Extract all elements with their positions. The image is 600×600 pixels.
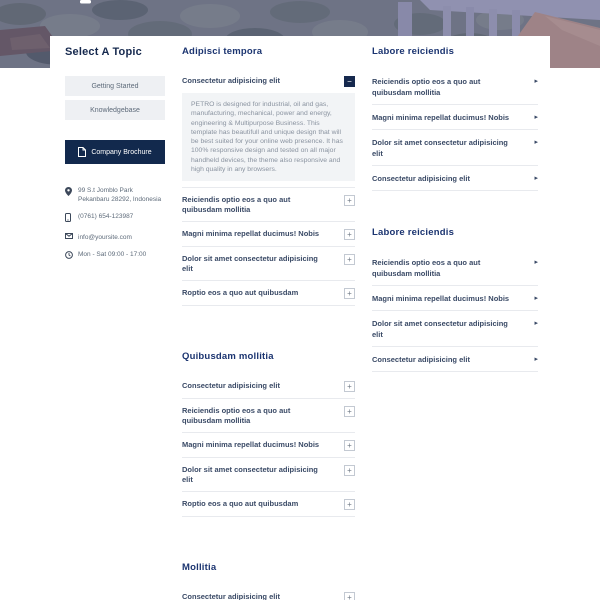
faq-section-adipisci-tempora <box>182 46 355 306</box>
expand-plus-icon[interactable]: + <box>344 440 355 451</box>
accordion-title: Consectetur adipisicing elit <box>182 380 280 390</box>
expand-plus-icon[interactable]: + <box>344 254 355 265</box>
links-section-labore-2 <box>372 227 538 372</box>
clock-icon <box>65 250 73 262</box>
topic-link-label: Consectetur adipisicing elit <box>372 354 470 364</box>
accordion-content: PETRO is designed for industrial, oil and gas, manufacturing, mechanical, power and energy, engineering & Multipurpose Business. This template has beautifull and unique design that will be best suited for your online web presence. It has 100% responsive design and tested on all major handheld devices, the theme also responsive and high quality in any browsers. <box>182 93 355 181</box>
section-heading: Labore reiciendis <box>372 46 455 57</box>
envelope-icon <box>65 233 73 243</box>
accordion-item[interactable] <box>182 222 355 247</box>
caret-right-icon: ▸ <box>534 77 538 85</box>
accordion-title: Magni minima repellat ducimus! Nobis <box>182 228 320 238</box>
accordion-item[interactable] <box>182 187 355 222</box>
topic-link-label: Dolor sit amet consectetur adipisicing elit <box>372 318 508 339</box>
topic-link[interactable] <box>372 105 538 130</box>
faq-section-mollitia <box>182 562 355 600</box>
expand-plus-icon[interactable]: + <box>344 592 355 600</box>
accordion-title: Dolor sit amet consectetur adipisicing elit <box>182 464 318 484</box>
caret-right-icon: ▸ <box>534 258 538 266</box>
topic-link-label: Consectetur adipisicing elit <box>372 173 470 183</box>
document-icon <box>78 147 86 157</box>
collapse-minus-icon[interactable]: − <box>344 76 355 87</box>
sidebar-item-getting-started[interactable]: Getting Started <box>65 76 165 96</box>
caret-right-icon: ▸ <box>534 113 538 121</box>
location-pin-icon <box>65 186 73 204</box>
accordion-item-expanded[interactable] <box>182 69 355 93</box>
sidebar-item-knowledgebase[interactable]: Knowledgebase <box>65 100 165 120</box>
expand-plus-icon[interactable]: + <box>344 406 355 417</box>
accordion-title: Roptio eos a quo aut quibusdam <box>182 287 299 297</box>
accordion-item[interactable] <box>182 247 355 281</box>
contact-address-text: 99 S.t Jomblo Park Pekanbaru 28292, Indonesia <box>78 187 162 203</box>
phone-icon <box>65 212 73 225</box>
faq-column <box>182 46 355 600</box>
content-card <box>50 36 550 600</box>
company-brochure-label: Company Brochure <box>91 148 152 156</box>
topic-link-label: Magni minima repellat ducimus! Nobis <box>372 112 510 122</box>
topic-link[interactable] <box>372 250 538 286</box>
expand-plus-icon[interactable]: + <box>344 288 355 299</box>
accordion-item[interactable] <box>182 281 355 306</box>
contact-info <box>65 186 165 262</box>
topic-link[interactable] <box>372 286 538 311</box>
accordion-item[interactable] <box>182 585 355 600</box>
contact-hours-text: Mon - Sat 09:00 - 17:00 <box>78 251 147 258</box>
accordion-title: Reiciendis optio eos a quo aut quibusdam mollitia <box>182 194 291 214</box>
topic-link[interactable] <box>372 311 538 347</box>
contact-email[interactable] <box>65 233 165 243</box>
topic-link[interactable] <box>372 130 538 166</box>
expand-plus-icon[interactable]: + <box>344 465 355 476</box>
accordion-item[interactable] <box>182 492 355 517</box>
caret-right-icon: ▸ <box>534 174 538 182</box>
topic-link-label: Reiciendis optio eos a quo aut quibusdam mollitia <box>372 76 481 97</box>
topic-link-label: Dolor sit amet consectetur adipisicing elit <box>372 137 508 158</box>
expand-plus-icon[interactable]: + <box>344 195 355 206</box>
links-section-labore-1 <box>372 46 538 191</box>
expand-plus-icon[interactable]: + <box>344 229 355 240</box>
accordion-title: Reiciendis optio eos a quo aut quibusdam mollitia <box>182 405 291 425</box>
contact-email-text: info@yoursite.com <box>78 233 132 241</box>
topic-link[interactable] <box>372 166 538 191</box>
company-brochure-button[interactable] <box>65 140 165 164</box>
topic-link-label: Magni minima repellat ducimus! Nobis <box>372 293 510 303</box>
topic-link[interactable] <box>372 69 538 105</box>
section-heading: Adipisci tempora <box>182 46 263 57</box>
section-heading: Labore reiciendis <box>372 227 455 238</box>
accordion-title: Magni minima repellat ducimus! Nobis <box>182 439 320 449</box>
accordion-title: Roptio eos a quo aut quibusdam <box>182 498 299 508</box>
section-heading: Mollitia <box>182 562 217 574</box>
caret-right-icon: ▸ <box>534 319 538 327</box>
accordion-item[interactable] <box>182 458 355 492</box>
section-heading: Quibusdam mollitia <box>182 351 274 363</box>
topic-link[interactable] <box>372 347 538 372</box>
accordion-item[interactable] <box>182 374 355 399</box>
contact-phone <box>65 212 165 225</box>
sidebar <box>65 46 165 270</box>
accordion-title: Consectetur adipisicing elit <box>182 591 280 600</box>
contact-hours <box>65 250 165 262</box>
accordion-item[interactable] <box>182 399 355 433</box>
contact-phone-text: (0761) 654-123987 <box>78 213 134 220</box>
faq-section-quibusdam-mollitia <box>182 351 355 517</box>
contact-address <box>65 186 165 204</box>
expand-plus-icon[interactable]: + <box>344 381 355 392</box>
caret-right-icon: ▸ <box>534 294 538 302</box>
accordion-title: Consectetur adipisicing elit <box>182 75 280 85</box>
topic-link-label: Reiciendis optio eos a quo aut quibusdam mollitia <box>372 257 481 278</box>
sidebar-heading: Select A Topic <box>65 46 142 58</box>
accordion-item[interactable] <box>182 433 355 458</box>
accordion-title: Dolor sit amet consectetur adipisicing elit <box>182 253 318 273</box>
topic-links-column <box>372 46 538 372</box>
caret-right-icon: ▸ <box>534 355 538 363</box>
caret-right-icon: ▸ <box>534 138 538 146</box>
expand-plus-icon[interactable]: + <box>344 499 355 510</box>
